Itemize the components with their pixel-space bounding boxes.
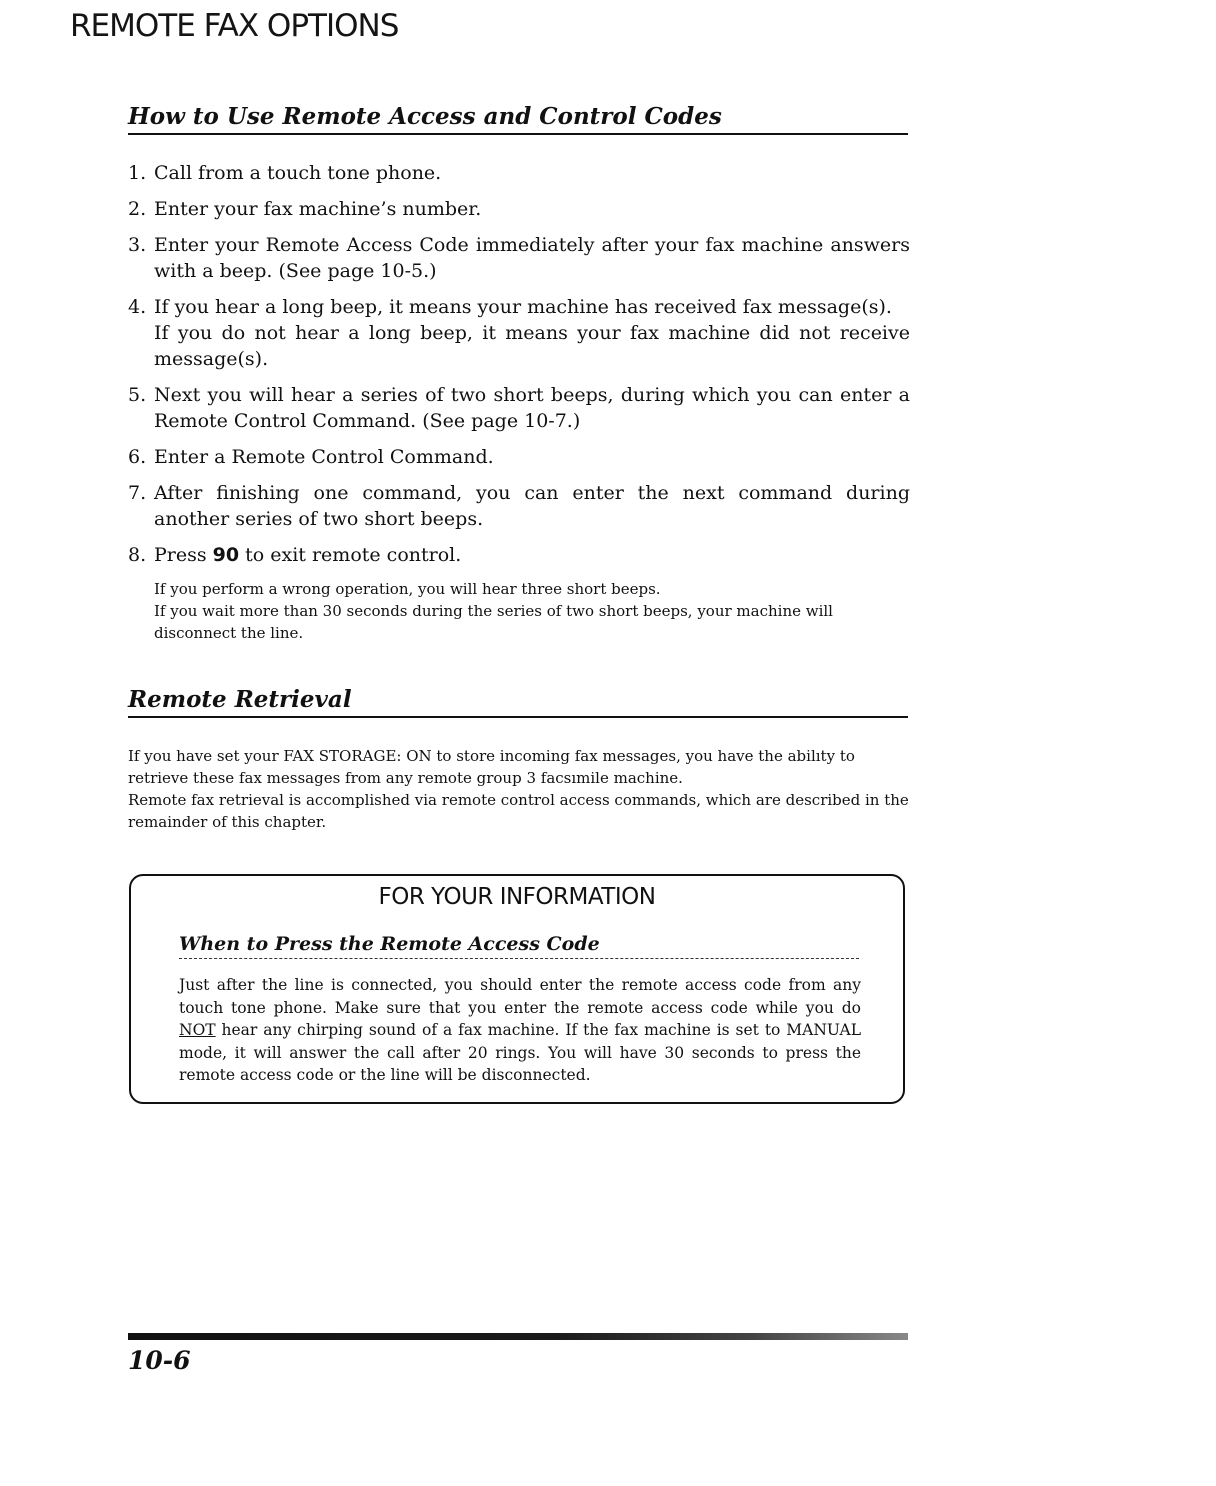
step-number: 8. (128, 544, 147, 566)
step-text (154, 542, 910, 568)
step-number: 3. (128, 234, 147, 256)
retrieval-paragraph: Remote fax retrieval is accomplished via remote control access commands, which are described in the remainder of this chapter. (128, 791, 909, 831)
exit-key-code: 90 (212, 544, 240, 566)
step-number: 6. (128, 446, 147, 468)
note-timeout: If you wait more than 30 seconds during the series of two short beeps, your machine will disconnect the line. (154, 602, 833, 642)
step-text: Enter your fax machine’s number. (154, 198, 482, 220)
section-heading-access-codes: How to Use Remote Access and Control Codes (128, 102, 908, 135)
step-text: If you do not hear a long beep, it means your fax machine did not receive message(s). (154, 322, 910, 370)
retrieval-body (128, 745, 910, 833)
step-text-after: to exit remote control. (239, 544, 462, 566)
info-text-emphasis: NOT (179, 1021, 216, 1039)
section-heading-remote-retrieval: Remote Retrieval (128, 685, 908, 718)
list-item (128, 232, 910, 284)
list-item (128, 382, 910, 434)
list-item (128, 294, 910, 372)
info-box (129, 874, 905, 1104)
list-item (128, 444, 910, 470)
step-text: Next you will hear a series of two short beeps, during which you can enter a Remote Control Command. (See page 10-7.) (154, 384, 910, 432)
step-number: 7. (128, 482, 147, 504)
step-text: After finishing one command, you can enter the next command during another series of two short beeps. (154, 482, 910, 530)
info-text-before: Just after the line is connected, you should enter the remote access code from any touch tone phone. Make sure that you enter the remote access code while you do (179, 976, 861, 1017)
list-item (128, 542, 910, 568)
list-item (128, 196, 910, 222)
step-text: Enter your Remote Access Code immediately after your fax machine answers with a beep. (See page 10-5.) (154, 234, 910, 282)
step-text: Enter a Remote Control Command. (154, 446, 494, 468)
footer-rule (128, 1333, 908, 1340)
step-number: 4. (128, 296, 147, 318)
step-text-before: Press (154, 544, 213, 566)
info-box-heading: When to Press the Remote Access Code (179, 932, 859, 959)
info-text-after: hear any chirping sound of a fax machine. If the fax machine is set to MANUAL mode, it will answer the call after 20 rings. You will have 30 seconds to press the remote access code or the line will be disconnected. (179, 1021, 861, 1084)
step-number: 2. (128, 198, 147, 220)
step-text: If you hear a long beep, it means your machine has received fax message(s). (154, 296, 892, 318)
info-box-text (179, 974, 861, 1087)
retrieval-paragraph: If you have set your FAX STORAGE: ON to store incoming fax messages, you have the abilıty to retrieve these fax messages from any remote group 3 facsımile machine. (128, 747, 855, 787)
list-item (128, 480, 910, 532)
steps-list (128, 160, 910, 578)
step-text: Call from a touch tone phone. (154, 162, 442, 184)
notes (154, 578, 910, 644)
page-header-title: REMOTE FAX OPTIONS (70, 8, 399, 44)
list-item (128, 160, 910, 186)
info-box-title: FOR YOUR INFORMATION (378, 884, 656, 910)
page-number: 10-6 (128, 1346, 191, 1375)
note-wrong-operation: If you perform a wrong operation, you will hear three short beeps. (154, 580, 661, 598)
step-number: 1. (128, 162, 147, 184)
step-number: 5. (128, 384, 147, 406)
